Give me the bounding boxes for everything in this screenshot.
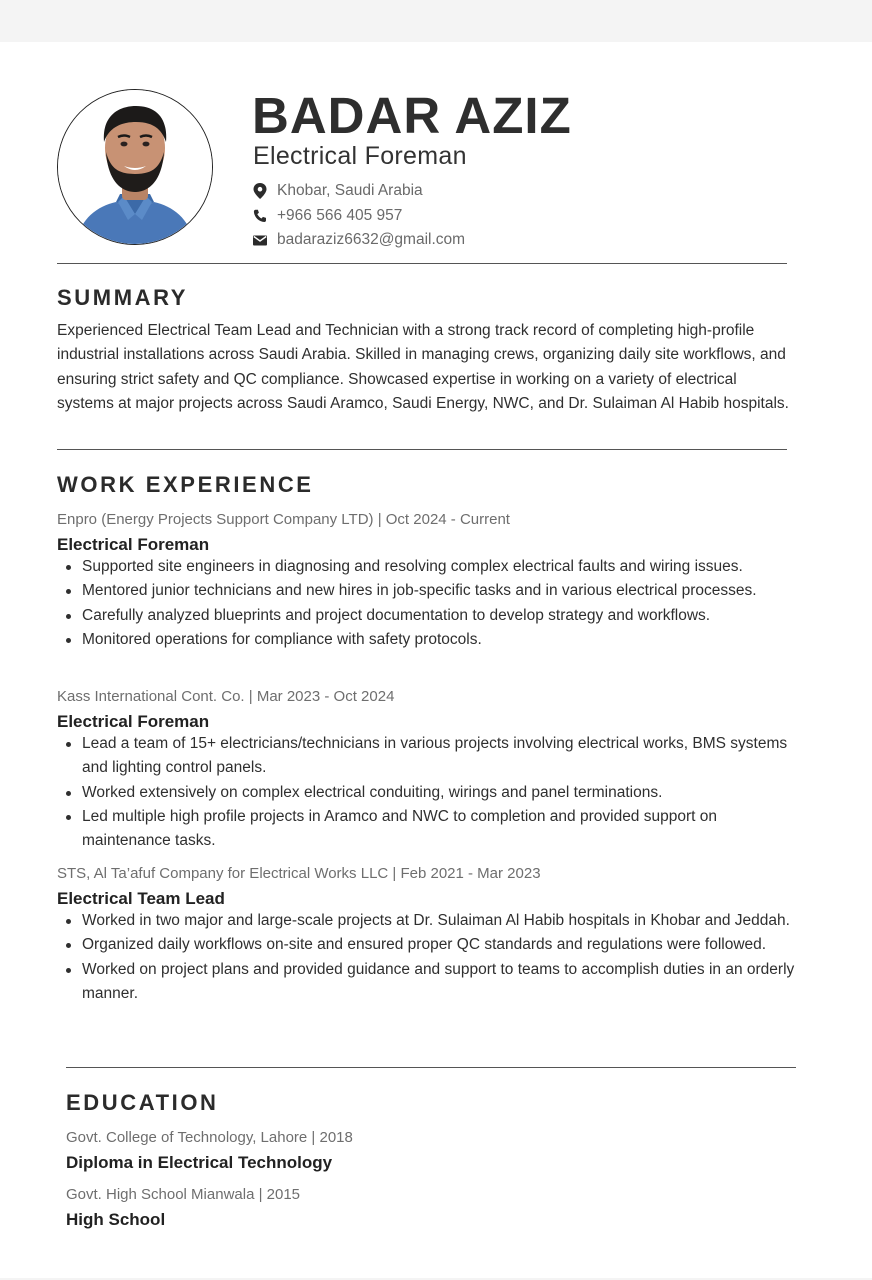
list-item: Worked on project plans and provided guidance and support to teams to accomplish duties in an orderly manner. [57,958,797,1007]
list-item: Supported site engineers in diagnosing and resolving complex electrical faults and wiring issues. [57,555,817,579]
divider [57,449,787,450]
job-bullets [57,555,817,652]
list-item: Worked extensively on complex electrical conduiting, wirings and panel terminations. [57,781,797,805]
education-title: Diploma in Electrical Technology [66,1153,333,1172]
job-meta: Kass International Cont. Co. | Mar 2023 - Oct 2024 [57,688,395,705]
education-title: High School [66,1210,166,1229]
list-item: Lead a team of 15+ electricians/technicians in various projects involving electrical works, BMS systems and lighting control panels. [57,732,797,781]
email-link[interactable]: badaraziz6632@gmail.com [277,231,466,248]
phone-text: +966 566 405 957 [277,207,403,224]
job-meta: STS, Al Ta’afuf Company for Electrical Works LLC | Feb 2021 - Mar 2023 [57,865,541,882]
job-title: Electrical Foreman [57,712,210,731]
job-bullets [57,909,797,1006]
contact-email [252,229,465,251]
resume-page [0,42,872,1278]
job-meta: Enpro (Energy Projects Support Company LTD) | Oct 2024 - Current [57,511,510,528]
list-item: Monitored operations for compliance with safety protocols. [57,628,817,652]
profile-photo [57,89,213,245]
divider [66,1067,796,1068]
contact-phone [252,205,402,227]
list-item: Organized daily workflows on-site and ensured proper QC standards and regulations were followed. [57,933,782,957]
location-text: Khobar, Saudi Arabia [277,182,423,199]
education-heading: EDUCATION [66,1090,219,1115]
divider [57,263,787,264]
job-title: Electrical Foreman [57,535,210,554]
contact-location [252,180,423,202]
candidate-role: Electrical Foreman [253,142,467,170]
list-item: Mentored junior technicians and new hires in job-specific tasks and in various electrical processes. [57,579,772,603]
email-icon [252,232,268,248]
experience-heading: WORK EXPERIENCE [57,472,314,497]
education-meta: Govt. College of Technology, Lahore | 2018 [66,1129,353,1146]
job-bullets [57,732,797,853]
job-title: Electrical Team Lead [57,889,225,908]
education-meta: Govt. High School Mianwala | 2015 [66,1186,301,1203]
portrait-illustration [58,90,212,244]
list-item: Worked in two major and large-scale projects at Dr. Sulaiman Al Habib hospitals in Khobar and Jeddah. [57,909,797,933]
candidate-name: BADAR AZIZ [252,87,572,144]
location-pin-icon [252,183,268,199]
list-item: Carefully analyzed blueprints and project documentation to develop strategy and workflows. [57,604,817,628]
list-item: Led multiple high profile projects in Aramco and NWC to completion and provided support on maintenance tasks. [57,805,797,854]
phone-icon [252,208,268,224]
summary-text: Experienced Electrical Team Lead and Technician with a strong track record of completing high-profile industrial installations across Saudi Arabia. Skilled in managing crews, organizing daily site workflows, and ensuring strict safety and QC compliance. Showcased expertise in working on a variety of electrical systems at major projects across Saudi Aramco, Saudi Energy, NWC, and Dr. Sulaiman Al Habib hospitals. [57,322,789,412]
summary-heading: SUMMARY [57,285,189,310]
